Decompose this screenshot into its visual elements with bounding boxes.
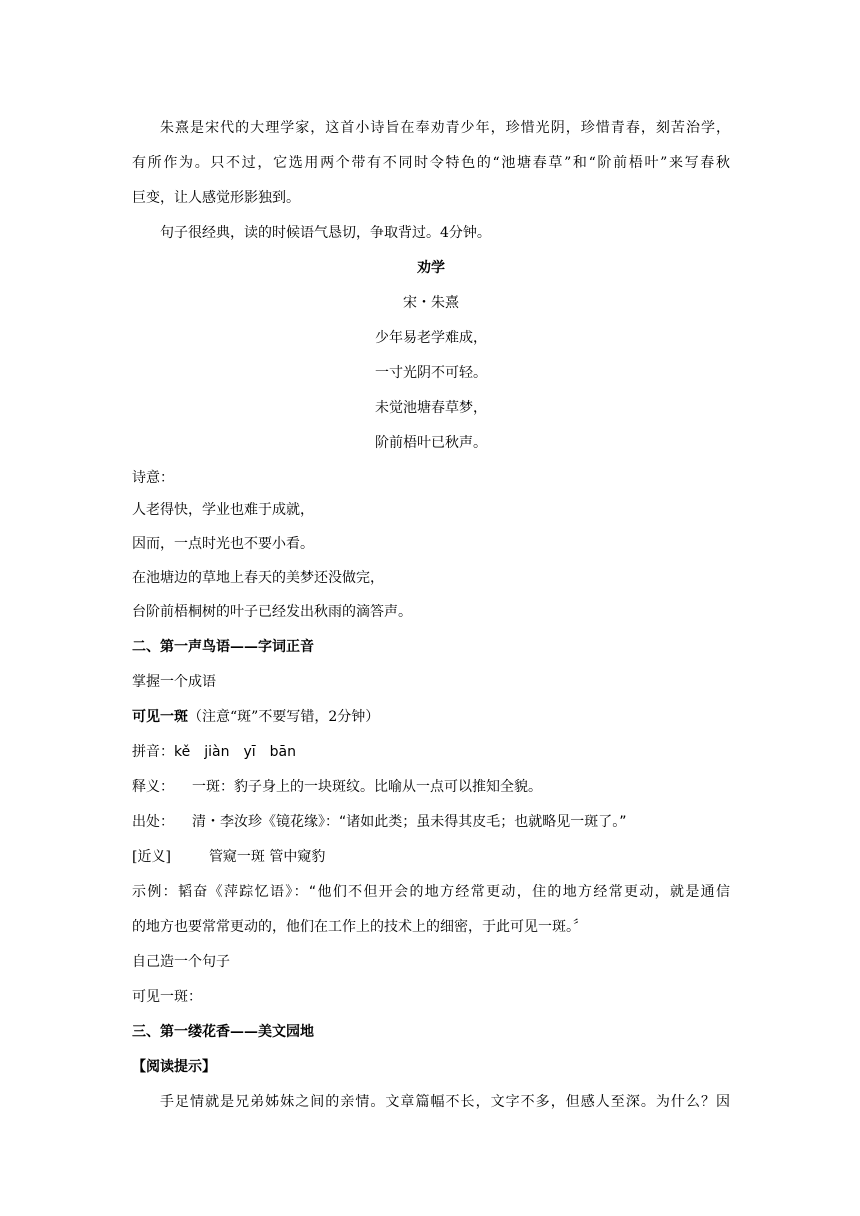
pinyin-syllable-2: jiàn [204, 744, 230, 760]
intro-paragraph-line-2: 有所作为。只不过，它选用两个带有不同时令特色的“池塘春草”和“阶前梧叶”来写春秋 [132, 155, 730, 171]
poem-line-4: 阶前梧叶已秋声。 [375, 435, 487, 451]
meaning-line-4: 台阶前梧桐树的叶子已经发出秋雨的滴答声。 [132, 604, 412, 620]
intro-paragraph-line-3: 巨变，让人感觉形影独到。 [132, 190, 300, 206]
definition-text: 一斑：豹子身上的一块斑纹。比喻从一点可以推知全貌。 [192, 779, 542, 795]
meaning-line-3: 在池塘边的草地上春天的美梦还没做完， [132, 570, 384, 586]
source-label: 出处： [132, 814, 174, 830]
meaning-line-2: 因而，一点时光也不要小看。 [132, 536, 314, 552]
section-2-subheading: 掌握一个成语 [132, 674, 216, 690]
intro-paragraph-line-1: 朱熹是宋代的大理学家，这首小诗旨在奉劝青少年，珍惜光阴，珍惜青春，刻苦治学， [160, 120, 730, 136]
poem-line-1: 少年易老学难成， [375, 330, 487, 346]
section-2-heading: 二、第一声鸟语——字词正音 [132, 639, 314, 655]
reading-tip-label: 【阅读提示】 [132, 1059, 216, 1075]
idiom-word: 可见一斑 [132, 709, 188, 725]
synonym-label: [近义] [132, 849, 171, 865]
source-line [132, 812, 730, 832]
idiom-note: （注意“斑”不要写错，2分钟） [188, 709, 380, 725]
poem-line-3: 未觉池塘春草梦， [375, 400, 487, 416]
sentence-answer-label: 可见一斑： [132, 989, 202, 1005]
example-line-2: 的地方也要常常更动的，他们在工作上的技术上的细密，于此可见一斑。〞 [132, 919, 587, 935]
synonym-line [132, 847, 730, 867]
intro-paragraph-2: 句子很经典，读的时候语气恳切，争取背过。4分钟。 [160, 225, 491, 241]
pinyin-syllable-4: bān [269, 744, 296, 760]
section-3-heading: 三、第一缕花香——美文园地 [132, 1024, 314, 1040]
example-line-1: 示例：韬奋《萍踪忆语》：“他们不但开会的地方经常更动，住的地方经常更动，就是通信 [132, 884, 730, 900]
make-sentence-prompt: 自己造一个句子 [132, 954, 230, 970]
meaning-line-1: 人老得快，学业也难于成就， [132, 502, 314, 518]
definition-label: 释义： [132, 779, 174, 795]
source-text: 清・李汝珍《镜花缘》：“诸如此类；虽未得其皮毛；也就略见一斑了。” [192, 814, 627, 830]
meaning-label: 诗意： [132, 470, 174, 486]
poem-title: 劝学 [417, 260, 445, 276]
reading-tip-text: 手足情就是兄弟姊妹之间的亲情。文章篇幅不长，文字不多，但感人至深。为什么？因 [160, 1094, 730, 1110]
definition-line [132, 777, 730, 797]
pinyin-label: 拼音： [132, 744, 174, 760]
poem-line-2: 一寸光阴不可轻。 [375, 365, 487, 381]
idiom-line [132, 707, 730, 727]
pinyin-line [132, 742, 730, 762]
pinyin-syllable-1: kě [174, 744, 191, 760]
pinyin-syllable-3: yī [243, 744, 256, 760]
poem-author: 宋・朱熹 [403, 295, 459, 311]
synonym-text: 管窥一斑 管中窥豹 [208, 849, 326, 865]
